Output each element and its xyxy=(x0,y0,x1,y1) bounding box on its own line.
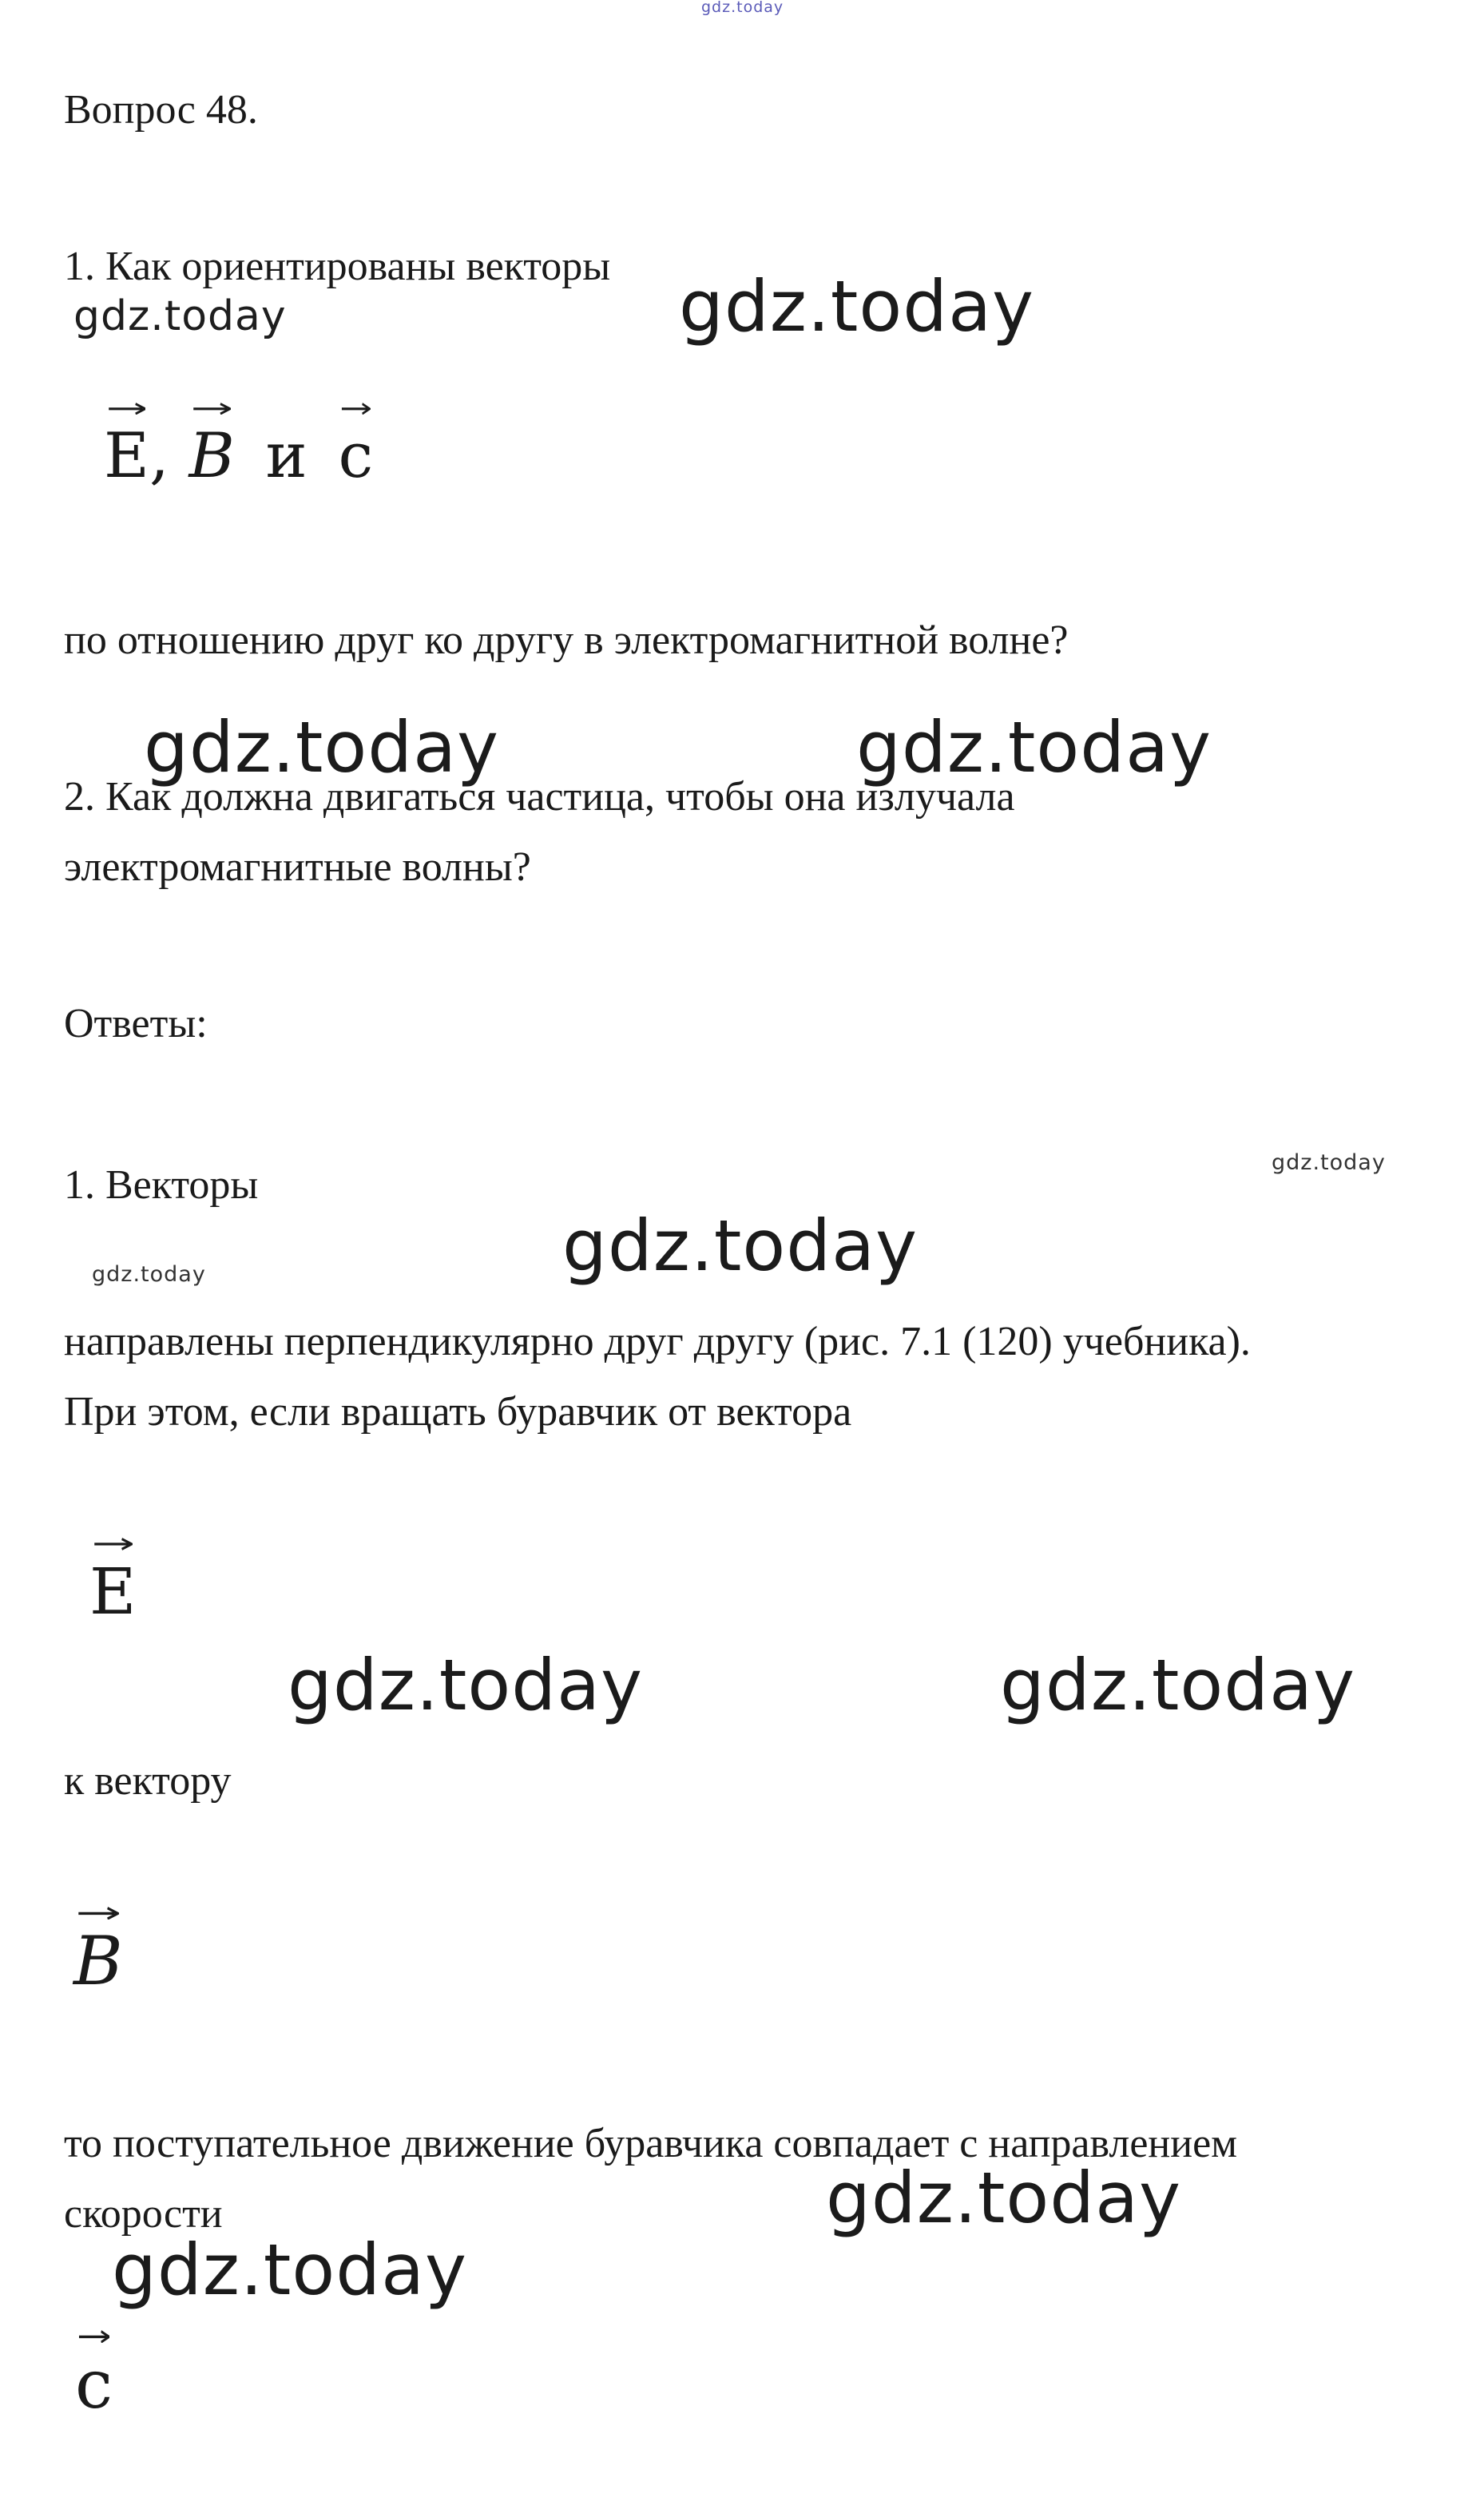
vector-c: c xyxy=(75,2340,113,2428)
vector-e: E xyxy=(89,1548,136,1636)
watermark: gdz.today xyxy=(1000,1644,1356,1726)
vector-arrow-icon xyxy=(77,1907,119,1920)
question-2-line-2: электромагнитные волны? xyxy=(64,844,531,890)
watermark: gdz.today xyxy=(1272,1150,1386,1175)
vector-b: B xyxy=(189,412,235,500)
vector-arrow-icon xyxy=(78,2330,110,2344)
vector-b: B xyxy=(73,1917,123,2005)
vector-arrow-icon xyxy=(341,403,371,415)
answer-1-line-6: скорости xyxy=(64,2191,223,2237)
answer-1-line-5: то поступательное движение буравчика совпадает с направлением xyxy=(64,2121,1238,2166)
answer-1-line-4: к вектору xyxy=(64,1758,232,1804)
vector-arrow-icon xyxy=(192,403,231,415)
watermark: gdz.today xyxy=(562,1205,919,1287)
watermark: gdz.today xyxy=(92,1262,206,1287)
answer-1-line-3: При этом, если вращать буравчик от вектора xyxy=(64,1389,852,1435)
question-1-line-1: 1. Как ориентированы векторы xyxy=(64,244,611,289)
formula-conjunction: и xyxy=(265,420,308,492)
vector-e: E xyxy=(104,412,149,500)
formula-separator: , xyxy=(149,420,169,492)
question-2-line-1: 2. Как должна двигаться частица, чтобы она излучала xyxy=(64,774,1015,820)
watermark-top: gdz.today xyxy=(701,0,784,16)
watermark: gdz.today xyxy=(826,2157,1182,2239)
vector-c: c xyxy=(338,412,373,500)
watermark: gdz.today xyxy=(112,2229,468,2311)
watermark: gdz.today xyxy=(288,1644,644,1726)
watermark: gdz.today xyxy=(679,265,1035,347)
vector-c-formula xyxy=(75,2340,113,2428)
watermark: gdz.today xyxy=(73,292,287,340)
question-title: Вопрос 48. xyxy=(64,87,258,133)
answers-title: Ответы: xyxy=(64,1001,208,1046)
vectors-formula xyxy=(104,412,373,500)
vector-arrow-icon xyxy=(108,403,146,415)
watermark: gdz.today xyxy=(144,706,500,788)
watermark: gdz.today xyxy=(856,706,1212,788)
vector-e-formula xyxy=(89,1548,136,1636)
question-1-line-2: по отношению друг ко другу в электромагнитной волне? xyxy=(64,617,1069,663)
vector-arrow-icon xyxy=(93,1538,133,1550)
answer-1-line-2: направлены перпендикулярно друг другу (рис. 7.1 (120) учебника). xyxy=(64,1319,1251,1364)
vector-b-formula xyxy=(73,1917,123,2005)
answer-1-line-1: 1. Векторы xyxy=(64,1162,259,1208)
